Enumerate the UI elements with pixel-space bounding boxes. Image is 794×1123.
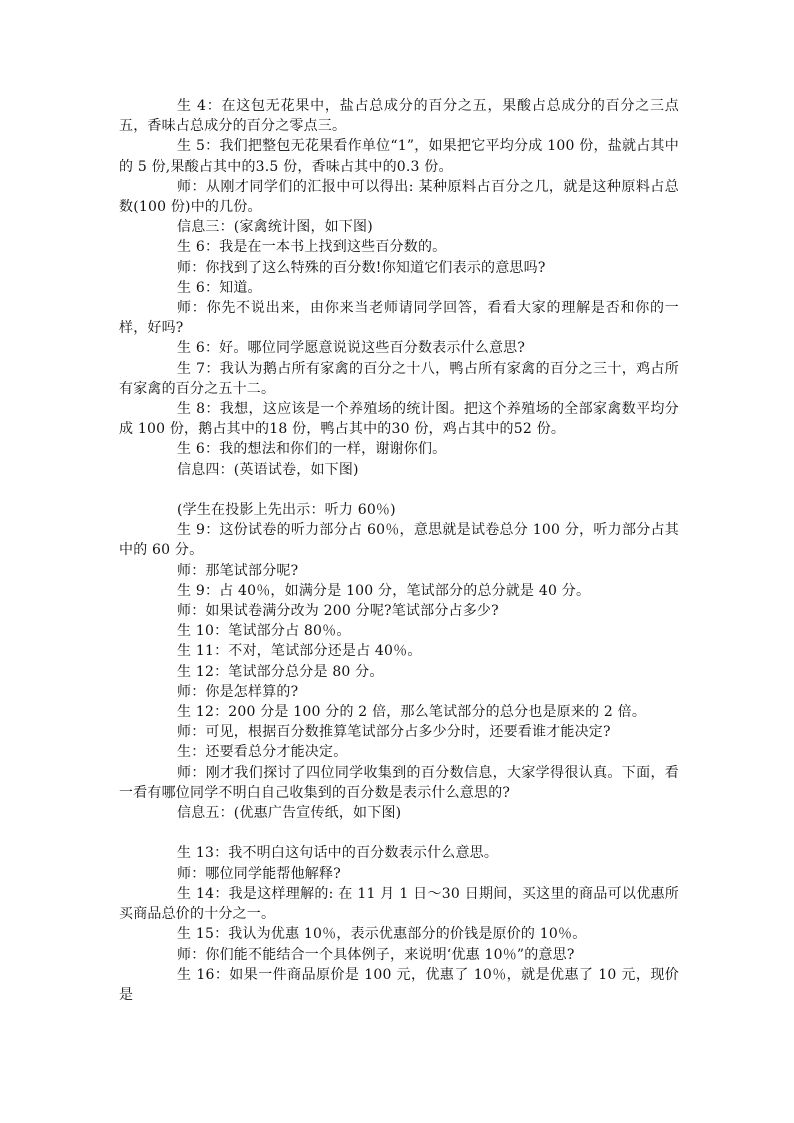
document-body [119, 96, 679, 1005]
paragraph: 生 7：我认为鹅占所有家禽的百分之十八，鸭占所有家禽的百分之三十，鸡占所有家禽的百分之五十二。 [119, 360, 679, 397]
paragraph: 师：你是怎样算的? [177, 683, 299, 700]
paragraph: 生 6：我的想法和你们的一样，谢谢你们。 [177, 441, 447, 458]
paragraph: 师：可见，根据百分数推算笔试部分占多少分时，还要看谁才能决定? [177, 724, 611, 741]
paragraph: 生 4：在这包无花果中，盐占总成分的百分之五，果酸占总成分的百分之三点五，香味占总成分的百分之零点三。 [119, 98, 679, 135]
paragraph: (学生在投影上先出示：听力 60％) [177, 502, 396, 519]
paragraph: 生：还要看总分才能决定。 [177, 744, 348, 761]
paragraph: 师：如果试卷满分改为 200 分呢?笔试部分占多少? [177, 603, 499, 620]
paragraph: 生 6：知道。 [177, 279, 262, 296]
paragraph: 信息五：(优惠广告宣传纸，如下图) [177, 805, 402, 822]
paragraph: 生 12：笔试部分总分是 80 分。 [177, 663, 384, 680]
blank-line [119, 823, 679, 843]
paragraph: 生 10：笔试部分占 80％。 [177, 623, 351, 640]
paragraph: 生 12：200 分是 100 分的 2 倍，那么笔试部分的总分也是原来的 2 倍。 [177, 704, 647, 721]
blank-line [119, 480, 679, 500]
paragraph: 师：你们能不能结合一个具体例子，来说明‘优惠 10％”的意思? [177, 946, 575, 963]
paragraph: 师：刚才我们探讨了四位同学收集到的百分数信息，大家学得很认真。下面，看一看有哪位同学不明白自己收集到的百分数是表示什么意思的? [119, 764, 679, 801]
paragraph: 生 9：这份试卷的听力部分占 60％，意思就是试卷总分 100 分，听力部分占其中的 60 分。 [119, 522, 679, 559]
paragraph: 生 5：我们把整包无花果看作单位“1”，如果把它平均分成 100 份，盐就占其中的 5 份,果酸占其中的3.5 份，香味占其中的0.3 份。 [119, 138, 679, 175]
paragraph: 生 9：占 40％，如满分是 100 分，笔试部分的总分就是 40 分。 [177, 582, 591, 599]
paragraph: 师：从刚才同学们的汇报中可以得出: 某种原料占百分之几，就是这种原料占总数(100 份)中的几份。 [119, 178, 679, 216]
paragraph: 师：那笔试部分呢? [177, 562, 299, 579]
paragraph: 生 6：好。哪位同学愿意说说这些百分数表示什么意思? [177, 340, 526, 357]
paragraph: 生 11：不对，笔试部分还是占 40％。 [177, 643, 422, 660]
paragraph: 生 6：我是在一本书上找到这些百分数的。 [177, 239, 447, 256]
paragraph: 师：你找到了这么特殊的百分数!你知道它们表示的意思吗? [177, 259, 546, 276]
paragraph: 生 8：我想，这应该是一个养殖场的统计图。把这个养殖场的全部家禽数平均分成 100 份，鹅占其中的18 份，鸭占其中的30 份，鸡占其中的52 份。 [119, 401, 679, 438]
paragraph: 生 14：我是这样理解的: 在 11 月 1 日～30 日期间，买这里的商品可以优惠所买商品总价的十分之一。 [119, 885, 679, 923]
paragraph: 信息三：(家禽统计图，如下图) [177, 219, 373, 236]
paragraph: 师：你先不说出来，由你来当老师请同学回答，看看大家的理解是否和你的一样，好吗? [119, 300, 679, 337]
paragraph: 信息四：(英语试卷，如下图) [177, 461, 359, 478]
paragraph: 生 15：我认为优惠 10％，表示优惠部分的价钱是原价的 10％。 [177, 926, 587, 943]
paragraph: 师：哪位同学能帮他解释? [177, 865, 341, 882]
paragraph: 生 16：如果一件商品原价是 100 元，优惠了 10％，就是优惠了 10 元，现价是 [119, 966, 679, 1003]
paragraph: 生 13：我不明白这句话中的百分数表示什么意思。 [177, 845, 499, 862]
